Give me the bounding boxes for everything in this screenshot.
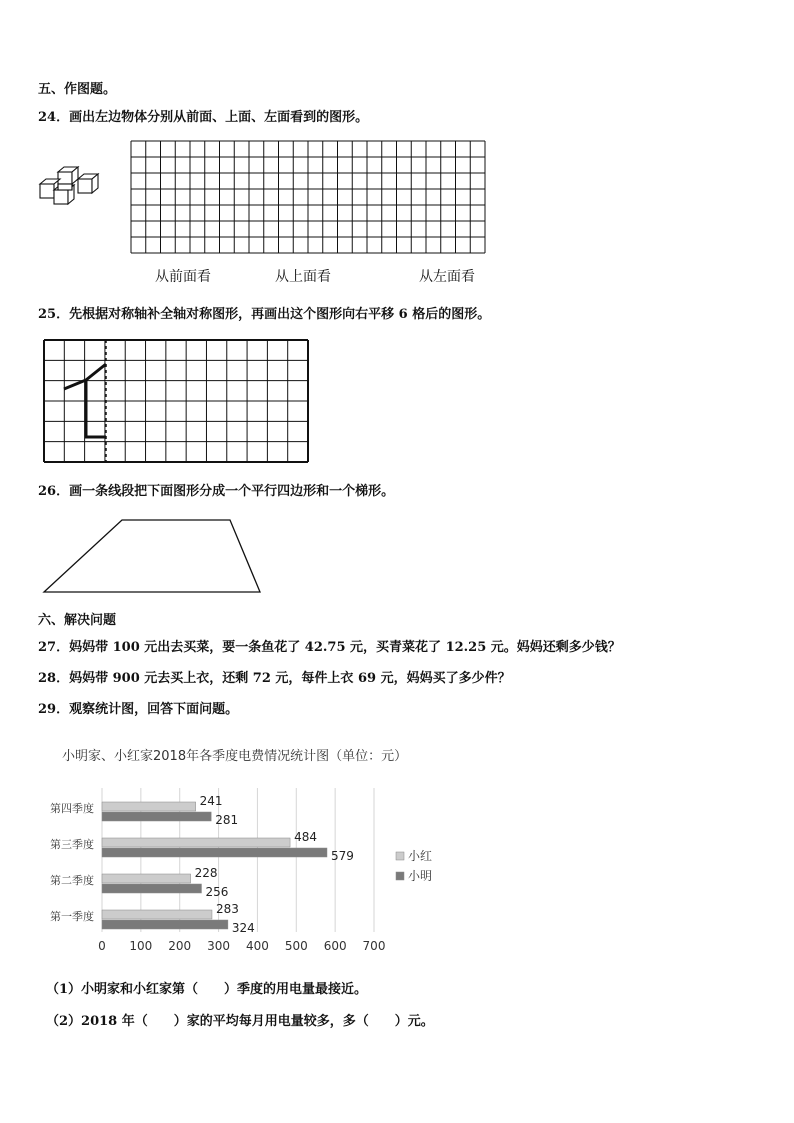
question-24: 24．画出左边物体分别从前面、上面、左面看到的图形。 <box>38 110 369 125</box>
label-front-view: 从前面看 <box>155 269 211 285</box>
data-label: 241 <box>199 794 223 808</box>
data-label: 256 <box>205 885 229 899</box>
question-26: 26．画一条线段把下面图形分成一个平行四边形和一个梯形。 <box>38 484 395 499</box>
data-label: 324 <box>231 921 255 935</box>
x-tick-label: 200 <box>168 939 192 953</box>
data-label: 484 <box>294 830 317 844</box>
legend-swatch <box>396 872 404 880</box>
bar-xiaoming <box>102 848 327 857</box>
data-label: 228 <box>194 866 218 880</box>
bar-xiaoming <box>102 812 211 821</box>
bar-xiaohong <box>102 910 212 919</box>
category-label: 第一季度 <box>50 910 94 923</box>
symmetry-grid-figure <box>42 336 310 464</box>
cube-stack-figure <box>40 164 100 214</box>
legend-swatch <box>396 852 404 860</box>
x-tick-label: 700 <box>362 939 386 953</box>
x-tick-label: 300 <box>207 939 231 953</box>
category-label: 第四季度 <box>50 802 94 815</box>
legend-label: 小红 <box>408 849 433 863</box>
view-drawing-grid <box>130 140 486 254</box>
label-top-view: 从上面看 <box>275 269 331 285</box>
category-label: 第二季度 <box>50 874 94 887</box>
trapezoid-figure <box>40 515 270 595</box>
data-label: 283 <box>215 902 239 916</box>
label-left-view: 从左面看 <box>419 269 475 285</box>
bar-xiaoming <box>102 920 228 929</box>
x-tick-label: 0 <box>98 939 106 953</box>
legend-label: 小明 <box>408 869 433 883</box>
x-tick-label: 100 <box>129 939 153 953</box>
question-29-sub-2: （2）2018 年（ ）家的平均每月用电量较多，多（ ）元。 <box>46 1014 434 1029</box>
category-label: 第三季度 <box>50 838 94 851</box>
question-25: 25．先根据对称轴补全轴对称图形，再画出这个图形向右平移 6 格后的图形。 <box>38 307 491 322</box>
partial-shape-base <box>86 380 106 437</box>
bar-xiaohong <box>102 838 290 847</box>
x-tick-label: 400 <box>245 939 269 953</box>
electricity-bar-chart <box>30 780 490 960</box>
question-28: 28．妈妈带 900 元去买上衣，还剩 72 元，每件上衣 69 元，妈妈买了多少件？ <box>38 671 511 686</box>
question-29-sub-1: （1）小明家和小红家第（ ）季度的用电量最接近。 <box>46 982 368 997</box>
section-6-heading: 六、解决问题 <box>38 613 117 628</box>
data-label: 579 <box>330 849 354 863</box>
chart-title: 小明家、小红家2018年各季度电费情况统计图（单位：元） <box>62 749 408 764</box>
bar-xiaohong <box>102 874 191 883</box>
question-29: 29．观察统计图，回答下面问题。 <box>38 702 239 717</box>
bar-xiaohong <box>102 802 196 811</box>
x-tick-label: 600 <box>323 939 347 953</box>
question-27: 27．妈妈带 100 元出去买菜，要一条鱼花了 42.75 元，买青菜花了 12.25 元。妈妈还剩多少钱？ <box>38 640 621 655</box>
x-tick-label: 500 <box>284 939 308 953</box>
section-5-heading: 五、作图题。 <box>38 82 117 97</box>
bar-xiaoming <box>102 884 201 893</box>
data-label: 281 <box>215 813 239 827</box>
